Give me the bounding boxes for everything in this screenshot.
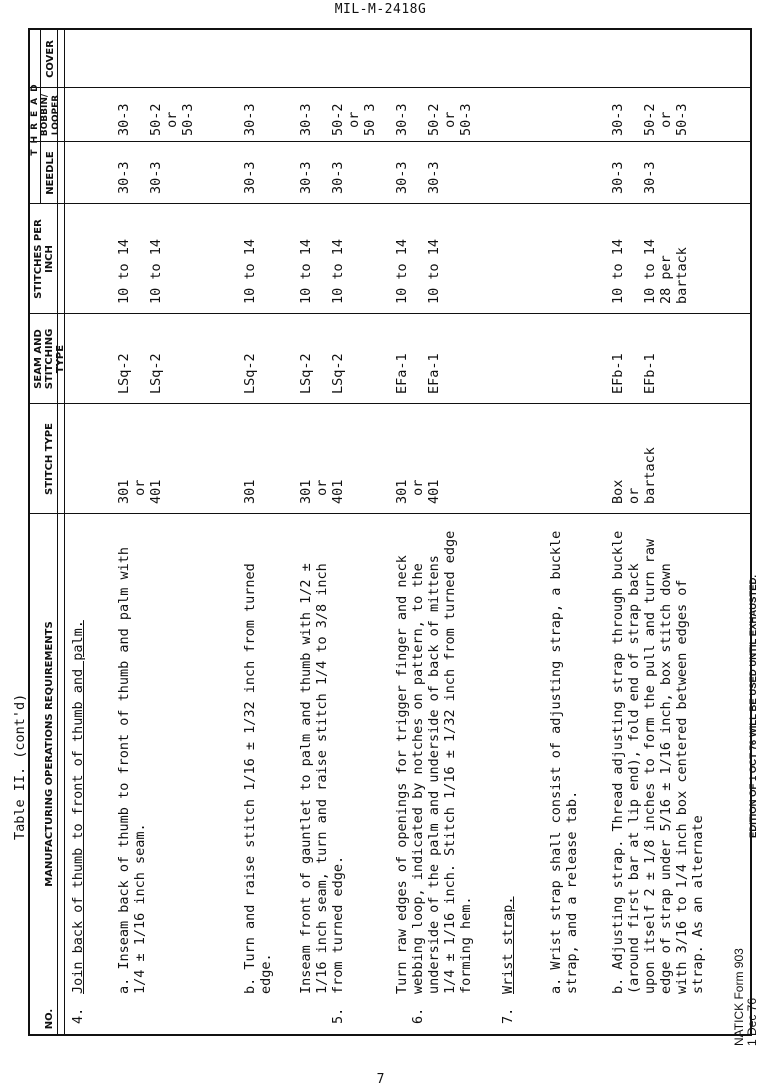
row-number-5: 5. — [330, 1007, 346, 1024]
row-4a-stitch: 301 or 401 — [116, 479, 164, 504]
row-7b-text: b. Adjusting strap. Thread adjusting strap through buckle (around first bar at lip end), fold end of strap back upon itself 2 ± 1/8 inches to form the pull and turn raw edge of strap under 5/16 ± 1/16 inch, box stitch down with 3/16 to 1/4 inch box centered between edges of strap. As an alternate — [610, 530, 706, 994]
header-requirements: MANUFACTURING OPERATIONS REQUIREMENTS — [44, 621, 55, 887]
document-id: MIL-M-2418G — [334, 2, 427, 17]
no-col-divider — [64, 30, 65, 1034]
row-4a-spi: 10 to 14 — [116, 238, 132, 304]
row-4a2-needle: 30-3 — [148, 161, 164, 194]
col-divider-seam-spi — [30, 313, 750, 314]
row-7b-bobbin: 30-3 50-2 or 50-3 — [610, 103, 690, 136]
row-4b-bobbin: 30-3 — [242, 103, 258, 136]
header-thread: THREAD — [30, 78, 40, 156]
row-number-4: 4. — [70, 1007, 86, 1024]
row-4-heading: Join back of thumb to front of thumb and palm. — [70, 620, 86, 994]
header-bobbin: BOBBIN/ LOOPER — [40, 93, 61, 137]
row-4a2-spi: 10 to 14 — [148, 238, 164, 304]
table-title: Table II. (cont'd) — [12, 693, 28, 840]
header-seam-type: SEAM AND STITCHING TYPE — [33, 328, 66, 390]
row-4b-needle: 30-3 — [242, 161, 258, 194]
header-divider — [57, 30, 58, 1034]
edition-note: EDITION OF 1 OCT 76 WILL BE USED UNTIL EXHAUSTED. — [748, 574, 759, 838]
header-stitches-per-inch: STITCHES PER INCH — [33, 219, 55, 299]
row-6-bobbin: 30-3 50-2 or 50-3 — [394, 103, 474, 136]
row-4a-bobbin: 30-3 — [116, 103, 132, 136]
row-4a-seam: LSq-2 — [116, 353, 132, 394]
row-4b-spi: 10 to 14 — [242, 238, 258, 304]
row-5-text: Inseam front of gauntlet to palm and thumb with 1/2 ± 1/16 inch seam, turn and raise stitch 1/4 to 3/8 inch from turned edge. — [298, 563, 346, 994]
row-4b-text: b. Turn and raise stitch 1/16 ± 1/32 inch from turned edge. — [242, 563, 274, 994]
row-6-stitch: 301 or 401 — [394, 479, 442, 504]
page-number: 7 — [376, 1072, 385, 1087]
col-divider-stitch-seam — [30, 403, 750, 404]
row-5-stitch: 301 or 401 — [298, 479, 346, 504]
row-6-spi: 10 to 14 10 to 14 — [394, 238, 442, 304]
header-needle: NEEDLE — [45, 151, 56, 195]
row-7b-stitch: Box or bartack — [610, 447, 658, 504]
row-7b-seam: EFb-1 EFb-1 — [610, 353, 658, 394]
row-number-7: 7. — [500, 1007, 516, 1024]
row-6-needle: 30-3 30-3 — [394, 161, 442, 194]
row-7b-spi: 10 to 14 10 to 14 28 per bartack — [610, 238, 690, 304]
col-divider-bobbin-cover — [30, 87, 750, 88]
header-no: NO. — [44, 1008, 55, 1030]
row-4b-stitch: 301 — [242, 479, 258, 504]
col-divider-spi-needle — [30, 203, 750, 204]
row-4a-needle: 30-3 — [116, 161, 132, 194]
row-4a2-bobbin: 50-2 or 50-3 — [148, 103, 196, 136]
row-4b-seam: LSq-2 — [242, 353, 258, 394]
col-divider-req-stitch — [30, 513, 750, 514]
row-7a-text: a. Wrist strap shall consist of adjusting strap, a buckle strap, and a release tab. — [548, 530, 580, 994]
row-5-seam: LSq-2 LSq-2 — [298, 353, 346, 394]
form-id: NATICK Form 903 1 Dec 76 — [732, 948, 759, 1046]
row-6-seam: EFa-1 EFa-1 — [394, 353, 442, 394]
table-frame — [28, 28, 752, 1036]
row-5-spi: 10 to 14 10 to 14 — [298, 238, 346, 304]
row-5-needle: 30-3 30-3 — [298, 161, 346, 194]
row-4a2-seam: LSq-2 — [148, 353, 164, 394]
row-7-heading: Wrist strap. — [500, 896, 516, 994]
header-cover: COVER — [45, 40, 56, 78]
row-5-bobbin: 30-3 50-2 or 50 3 — [298, 103, 378, 136]
rotated-table — [30, 30, 750, 1034]
row-6-text: Turn raw edges of openings for trigger finger and neck webbing loop, indicated by notches on pattern, to the underside of the palm and underside of back of mittens 1/4 ± 1/16 inch. Stitch 1/16 ± 1/32 inch from turned edge forming hem. — [394, 530, 474, 994]
row-4a-text: a. Inseam back of thumb to front of thumb and palm with 1/4 ± 1/16 inch seam. — [116, 546, 148, 994]
header-stitch-type: STITCH TYPE — [44, 423, 55, 495]
col-divider-needle-bobbin — [30, 141, 750, 142]
row-number-6: 6. — [410, 1007, 426, 1024]
row-7b-needle: 30-3 30-3 — [610, 161, 658, 194]
